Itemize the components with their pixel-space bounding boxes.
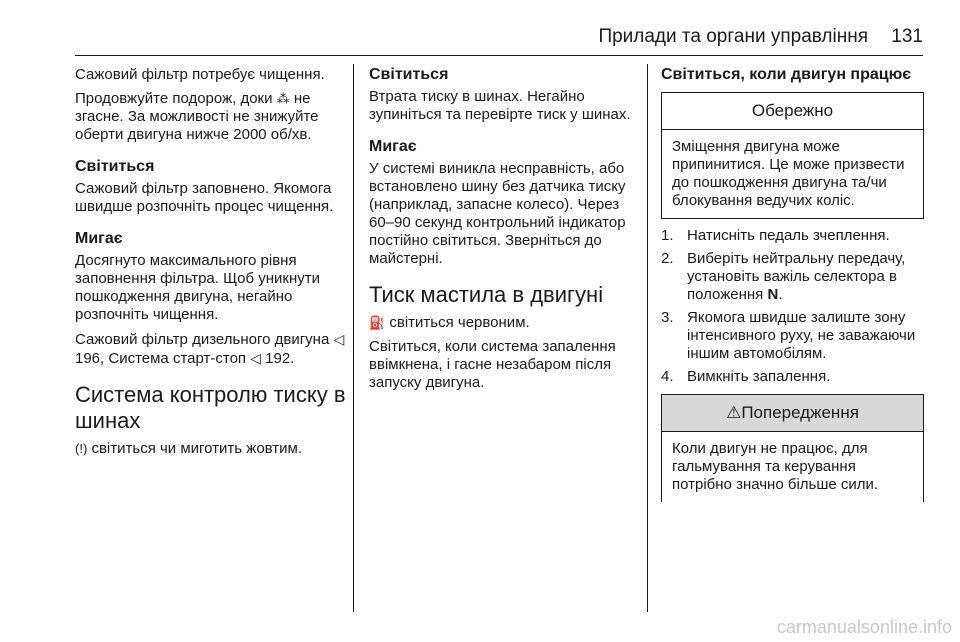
paragraph: Втрата тиску в шинах. Негайно зупиніться та перевірте тиск у шинах.: [369, 88, 631, 123]
column-1: [75, 66, 347, 464]
paragraph: Світиться, коли система запалення ввімкнена, і гасне незабаром після запуску двигуна.: [369, 338, 616, 391]
dpf-icon: ⁂: [276, 91, 290, 106]
section-heading-tpms: Система контролю тиску в шинах: [75, 382, 346, 433]
subheading-lit: Світиться: [75, 158, 155, 175]
column-divider-2: [647, 64, 648, 612]
paragraph: Сажовий фільтр потребує чищення.: [75, 66, 325, 83]
watermark: carmanualsonline.info: [776, 617, 952, 637]
warning-box: [661, 394, 924, 502]
warning-triangle-icon: ⚠: [726, 403, 742, 422]
warning-title: ⚠Попередження: [662, 395, 923, 432]
steps-list: [661, 227, 924, 386]
header-rule: [75, 55, 923, 56]
subheading-flash: Мигає: [75, 230, 123, 247]
list-item: 2. Виберіть нейтральну передачу, установіть важіль селектора в положення N.: [661, 250, 906, 303]
caution-title: Обережно: [662, 93, 923, 130]
column-2: [369, 66, 641, 398]
page-header: [0, 0, 960, 58]
list-item: 1. Натисніть педаль зчеплення.: [661, 227, 890, 244]
caution-box: [661, 92, 924, 219]
subheading-running: Світиться, коли двигун працює: [661, 66, 912, 83]
paragraph: (!) світиться чи миготить жовтим.: [75, 440, 303, 457]
reference-arrow-icon[interactable]: ◁: [250, 350, 261, 366]
paragraph: Досягнуто максимального рівня заповнення фільтра. Щоб уникнути пошкодження двигуна, негайно розпочніть чищення.: [75, 252, 321, 323]
page-number: 131: [891, 26, 923, 47]
paragraph: ⛽ світиться червоним.: [369, 314, 530, 331]
paragraph: Сажовий фільтр дизельного двигуна ◁ 196, Система старт-стоп ◁ 192.: [75, 331, 345, 367]
paragraph: Сажовий фільтр заповнено. Якомога швидше розпочніть процес чищення.: [75, 180, 334, 215]
warning-text: Коли двигун не працює, для гальмування та керування потрібно значно більше сили.: [672, 440, 879, 493]
subheading-lit: Світиться: [369, 66, 449, 83]
paragraph: У системі виникла несправність, або встановлено шину без датчика тиску (наприклад, запасне колесо). Через 60–90 секунд контрольний індикатор постійно світиться. Зверніться до майстерні.: [369, 160, 626, 267]
paragraph: Продовжуйте подорож, доки ⁂ не згасне. За можливості не знижуйте оберти двигуна нижче 2000 об/хв.: [75, 90, 319, 143]
subheading-flash: Мигає: [369, 138, 417, 155]
tire-pressure-icon: (!): [75, 441, 88, 456]
reference-arrow-icon[interactable]: ◁: [333, 331, 345, 347]
caution-text: Зміщення двигуна може припинитися. Це може призвести до пошкодження двигуна та/чи блокування ведучих коліс.: [672, 138, 905, 209]
oil-can-icon: ⛽: [369, 315, 386, 330]
list-item: 3. Якомога швидше залиште зону інтенсивного руху, не заважаючи іншим автомобілям.: [661, 309, 916, 362]
section-heading-oil: Тиск мастила в двигуні: [369, 282, 604, 307]
page-title: Прилади та органи управління: [598, 26, 868, 47]
list-item: 4. Вимкніть запалення.: [661, 368, 831, 385]
column-3: [661, 66, 924, 508]
column-divider-1: [353, 64, 354, 612]
